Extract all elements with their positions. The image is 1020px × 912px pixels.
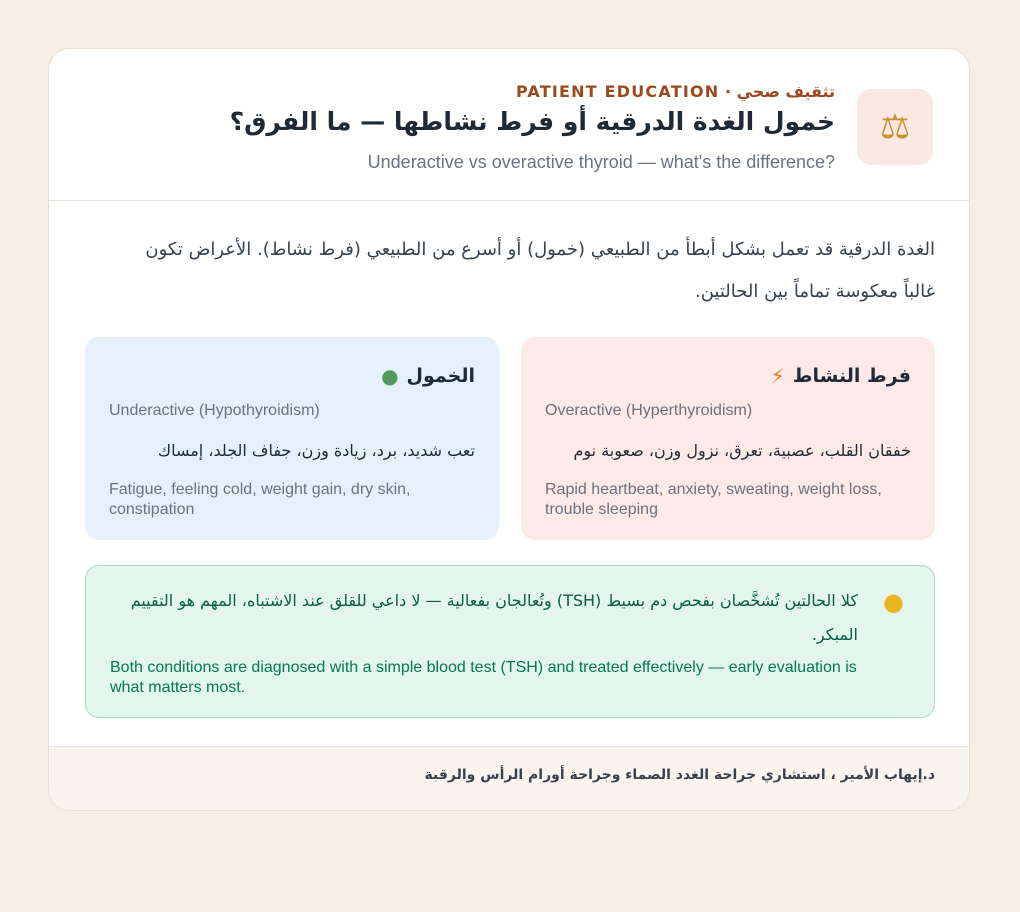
hyperthyroid-symptoms-arabic: خفقان القلب، عصبية، تعرق، نزول وزن، صعوبة نوم [573,441,911,460]
card-header [49,49,969,201]
hyperthyroid-title-row [771,364,911,388]
hyperthyroid-symptoms-english: Rapid heartbeat, anxiety, sweating, weight loss, trouble sleeping [545,481,882,518]
education-card [48,48,970,811]
lightbulb-icon: ● [883,588,904,616]
hypothyroid-symptoms-english: Fatigue, feeling cold, weight gain, dry skin, constipation [109,481,411,518]
kicker-english: PATIENT EDUCATION [515,82,720,101]
kicker [516,82,835,101]
tip-text-english: Both conditions are diagnosed with a simple blood test (TSH) and treated effectively — early evaluation is what matters most. [110,659,857,696]
lightning-icon: ⚡ [770,364,785,388]
hypothyroid-subtitle: Underactive (Hypothyroidism) [109,402,320,419]
page-title: خمول الغدة الدرقية أو فرط نشاطها — ما الفرق؟ [229,107,835,136]
hypothyroid-title: الخمول [406,365,475,387]
kicker-arabic: تثقيف صحي [736,82,835,101]
balance-scale-icon: ⚖ [857,89,933,165]
hypothyroid-card [85,337,499,540]
hyperthyroid-subtitle: Overactive (Hyperthyroidism) [545,402,753,419]
hypothyroid-symptoms-arabic: تعب شديد، برد، زيادة وزن، جفاف الجلد، إمساك [157,441,475,460]
kicker-separator: · [724,82,732,101]
hypothyroid-title-row [381,364,475,388]
hyperthyroid-card [521,337,935,540]
author-credit: د.إيهاب الأمير ، استشاري جراحة الغدد الصماء وجراحة أورام الرأس والرقبة [424,767,935,783]
intro-paragraph: الغدة الدرقية قد تعمل بشكل أبطأ من الطبيعي (خمول) أو أسرع من الطبيعي (فرط نشاط). الأعراض تكون غالباً معكوسة تماماً بين الحالتين. [145,239,935,302]
card-footer [49,746,969,810]
hyperthyroid-title: فرط النشاط [792,365,911,387]
tip-text-arabic: كلا الحالتين تُشخَّصان بفحص دم بسيط (TSH) وتُعالجان بفعالية — لا داعي للقلق عند الاشتباه، المهم هو التقييم المبكر. [130,591,858,644]
turtle-icon: ● [381,364,399,388]
tip-callout [85,565,935,718]
page-subtitle: Underactive vs overactive thyroid — what's the difference? [367,152,835,172]
